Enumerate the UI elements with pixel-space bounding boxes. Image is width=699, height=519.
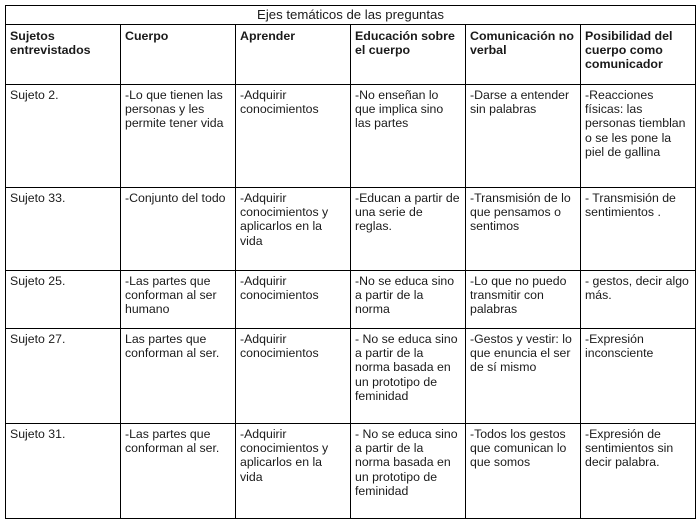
table-title: Ejes temáticos de las preguntas: [6, 6, 696, 25]
table-header-row: [6, 25, 696, 85]
cell-comunicacion: -Darse a entender sin palabras: [466, 85, 581, 188]
cell-posibilidad: -Expresión de sentimientos sin decir palabra.: [581, 424, 696, 519]
cell-aprender: -Adquirir conocimientos y aplicarlos en la vida: [236, 424, 351, 519]
column-header-cuerpo: Cuerpo: [121, 25, 236, 85]
cell-cuerpo: -Las partes que conforman al ser humano: [121, 271, 236, 329]
table-row: [6, 85, 696, 188]
table-row: [6, 424, 696, 519]
cell-educacion: -Educan a partir de una serie de reglas.: [351, 188, 466, 271]
cell-cuerpo: -Lo que tienen las personas y les permite tener vida: [121, 85, 236, 188]
cell-comunicacion: -Lo que no puedo transmitir con palabras: [466, 271, 581, 329]
cell-posibilidad: -Reacciones físicas: las personas tiemblan o se les pone la piel de gallina: [581, 85, 696, 188]
cell-comunicacion: -Todos los gestos que comunican lo que somos: [466, 424, 581, 519]
cell-subject: Sujeto 25.: [6, 271, 121, 329]
cell-educacion: - No se educa sino a partir de la norma basada en un prototipo de feminidad: [351, 424, 466, 519]
cell-subject: Sujeto 27.: [6, 329, 121, 424]
cell-posibilidad: -Expresión inconsciente: [581, 329, 696, 424]
table-row: [6, 188, 696, 271]
column-header-educacion-sobre-el-cuerpo: Educación sobre el cuerpo: [351, 25, 466, 85]
column-header-comunicacion-no-verbal: Comunicación no verbal: [466, 25, 581, 85]
cell-aprender: -Adquirir conocimientos: [236, 271, 351, 329]
table-title-row: [6, 6, 696, 25]
column-header-aprender: Aprender: [236, 25, 351, 85]
cell-comunicacion: -Gestos y vestir: lo que enuncia el ser de sí mismo: [466, 329, 581, 424]
thematic-axes-table: [5, 5, 696, 519]
cell-educacion: - No se educa sino a partir de la norma basada en un prototipo de feminidad: [351, 329, 466, 424]
cell-posibilidad: - Transmisión de sentimientos .: [581, 188, 696, 271]
cell-educacion: -No se educa sino a partir de la norma: [351, 271, 466, 329]
cell-aprender: -Adquirir conocimientos: [236, 85, 351, 188]
cell-subject: Sujeto 31.: [6, 424, 121, 519]
cell-subject: Sujeto 33.: [6, 188, 121, 271]
cell-posibilidad: - gestos, decir algo más.: [581, 271, 696, 329]
cell-aprender: -Adquirir conocimientos y aplicarlos en la vida: [236, 188, 351, 271]
cell-comunicacion: -Transmisión de lo que pensamos o sentimos: [466, 188, 581, 271]
cell-aprender: -Adquirir conocimientos: [236, 329, 351, 424]
cell-cuerpo: Las partes que conforman al ser.: [121, 329, 236, 424]
column-header-posibilidad-del-cuerpo-como-comunicador: Posibilidad del cuerpo como comunicador: [581, 25, 696, 85]
table-row: [6, 271, 696, 329]
table-row: [6, 329, 696, 424]
cell-cuerpo: -Conjunto del todo: [121, 188, 236, 271]
cell-cuerpo: -Las partes que conforman al ser.: [121, 424, 236, 519]
column-header-sujetos-entrevistados: Sujetos entrevistados: [6, 25, 121, 85]
cell-educacion: -No enseñan lo que implica sino las partes: [351, 85, 466, 188]
cell-subject: Sujeto 2.: [6, 85, 121, 188]
